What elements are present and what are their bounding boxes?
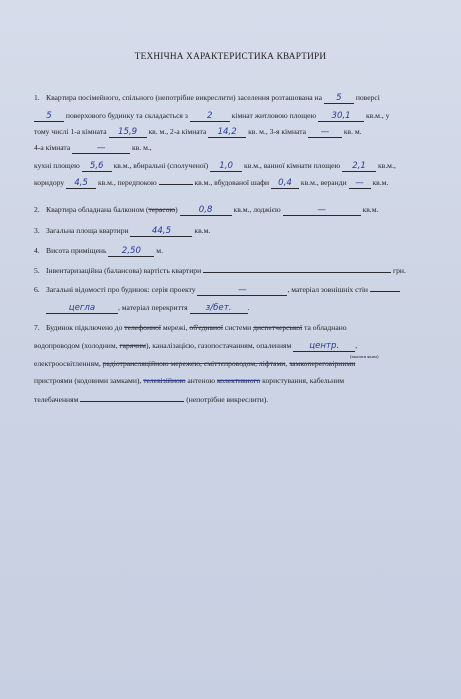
text: . <box>247 303 250 312</box>
text: кв.м., вбудованої шафи <box>194 178 270 187</box>
corridor-field: 4,5 <box>66 178 96 189</box>
item-number: 5. <box>34 266 40 275</box>
text: грн. <box>392 266 406 275</box>
text: Квартира обладнана балконом ( <box>46 205 149 214</box>
paragraph-5 <box>34 264 446 277</box>
text: Квартира посімейного, спільного (непотрібне викреслити) заселення розташована на <box>46 93 322 102</box>
text: кв.м., ванної кімнати площею <box>244 161 341 170</box>
room4-field: — <box>72 143 130 154</box>
text: водопроводом (холодним, <box>34 340 120 350</box>
struck-text: телевізійною <box>143 376 186 385</box>
text: кв. м., 2-а кімната <box>148 127 207 136</box>
struck-text: замкопереговірними <box>289 358 356 368</box>
paragraph-4 <box>34 245 446 257</box>
paragraph-2 <box>34 204 446 216</box>
text: електроосвітленням, <box>34 358 103 368</box>
balcony-field: 0,8 <box>180 205 232 216</box>
text: користування, кабельним <box>260 376 345 385</box>
text: кв.м. <box>194 226 211 235</box>
text: кв.м., вбиральні (сполученої) <box>113 161 209 170</box>
text: кімнат житловою площею <box>231 111 317 120</box>
struck-text: диспетчерської <box>253 323 303 332</box>
hallway-blank <box>159 176 193 185</box>
item-number: 4. <box>34 246 40 255</box>
text: антеною <box>185 376 217 385</box>
paragraph-3 <box>34 225 446 237</box>
text: Будинок підключено до <box>46 323 125 332</box>
text: мережі, <box>160 323 190 332</box>
text: кв.м., веранди <box>300 178 347 187</box>
ceiling-height-field: 2,50 <box>108 246 154 257</box>
text: кухні площею <box>34 161 80 170</box>
document-title: ТЕХНІЧНА ХАРАКТЕРИСТИКА КВАРТИРИ <box>134 52 327 62</box>
text: коридору <box>34 178 65 187</box>
text: , <box>355 340 358 350</box>
struck-text: телефонної <box>124 323 161 332</box>
struck-text: терасою <box>148 205 176 214</box>
storeys-field: 5 <box>34 111 64 122</box>
text: кв.м. <box>362 205 379 214</box>
living-area-field: 30,1 <box>318 111 364 122</box>
room1-field: 15,9 <box>109 127 147 138</box>
floor-field: 5 <box>324 93 354 104</box>
text: ) <box>175 205 178 214</box>
total-area-field: 44,5 <box>130 226 192 237</box>
heating-note: (вказати яким) <box>350 353 379 359</box>
veranda-field: — <box>349 178 371 189</box>
text: кв. м., 3-я кімната <box>248 127 306 136</box>
text: кв.м. <box>372 178 389 187</box>
text: тому числі 1-а кімната <box>34 127 107 136</box>
item-number: 1. <box>34 93 40 102</box>
text: ), каналізацією, газопостачанням, опаленням <box>145 340 292 350</box>
text: кв.м., у <box>365 111 390 120</box>
item-number: 3. <box>34 226 40 235</box>
value-blank <box>203 264 391 273</box>
text: м. <box>156 246 163 255</box>
text: та обладнано <box>302 323 347 332</box>
bathroom-field: 2,1 <box>342 161 376 172</box>
walls-blank <box>370 283 400 292</box>
text: Інвентаризаційна (балансова) вартість квартири <box>46 266 202 275</box>
text: пристроями (кодовими замками), <box>34 376 144 385</box>
room2-field: 14,2 <box>208 127 246 138</box>
struck-text: колективного <box>216 376 261 385</box>
loggia-field: — <box>283 205 361 216</box>
text: Загальні відомості про будинок: серія проекту <box>46 285 196 294</box>
project-series-field: — <box>197 285 287 296</box>
room3-field: — <box>308 127 342 138</box>
text: системи <box>222 323 254 332</box>
item-number: 6. <box>34 285 40 294</box>
text: кв.м., <box>377 161 396 170</box>
text: , матеріал зовнішніх стін <box>287 285 368 294</box>
paragraph-6 <box>34 283 446 314</box>
text: кв.м., лоджією <box>233 205 281 214</box>
text: Висота приміщень <box>46 246 107 255</box>
text: кв.м., передпокою <box>97 178 157 187</box>
text: , <box>285 358 290 368</box>
wardrobe-field: 0,4 <box>271 178 299 189</box>
text: 4-а кімната <box>34 143 71 152</box>
struck-text: об'єднаної <box>189 323 223 332</box>
struck-text: гарячим <box>119 340 146 350</box>
text: поверхового будинку та складається з <box>65 111 188 120</box>
struck-text: радіотрансляційною мережею, сміттєпроводом, ліфтами <box>102 358 286 368</box>
text: , матеріал перекриття <box>118 303 188 312</box>
heating-field: центр. <box>293 341 355 352</box>
text: кв. м., <box>132 143 152 152</box>
ceiling-material-field: з/бет. <box>190 303 248 314</box>
rooms-field: 2 <box>190 111 230 122</box>
paragraph-1 <box>34 92 446 189</box>
toilet-field: 1,0 <box>210 161 242 172</box>
text: Загальна площа квартири <box>46 226 129 235</box>
wall-material-field: цегла <box>46 303 118 314</box>
cable-tv-blank <box>80 393 184 402</box>
text: (непотрібне викреслити). <box>186 394 269 404</box>
text: кв. м. <box>343 127 362 136</box>
paragraph-7 <box>34 322 446 405</box>
text: поверсі <box>355 93 380 102</box>
text: телебаченням <box>34 394 79 404</box>
item-number: 2. <box>34 205 40 214</box>
kitchen-field: 5,6 <box>82 161 112 172</box>
item-number: 7. <box>34 323 40 332</box>
